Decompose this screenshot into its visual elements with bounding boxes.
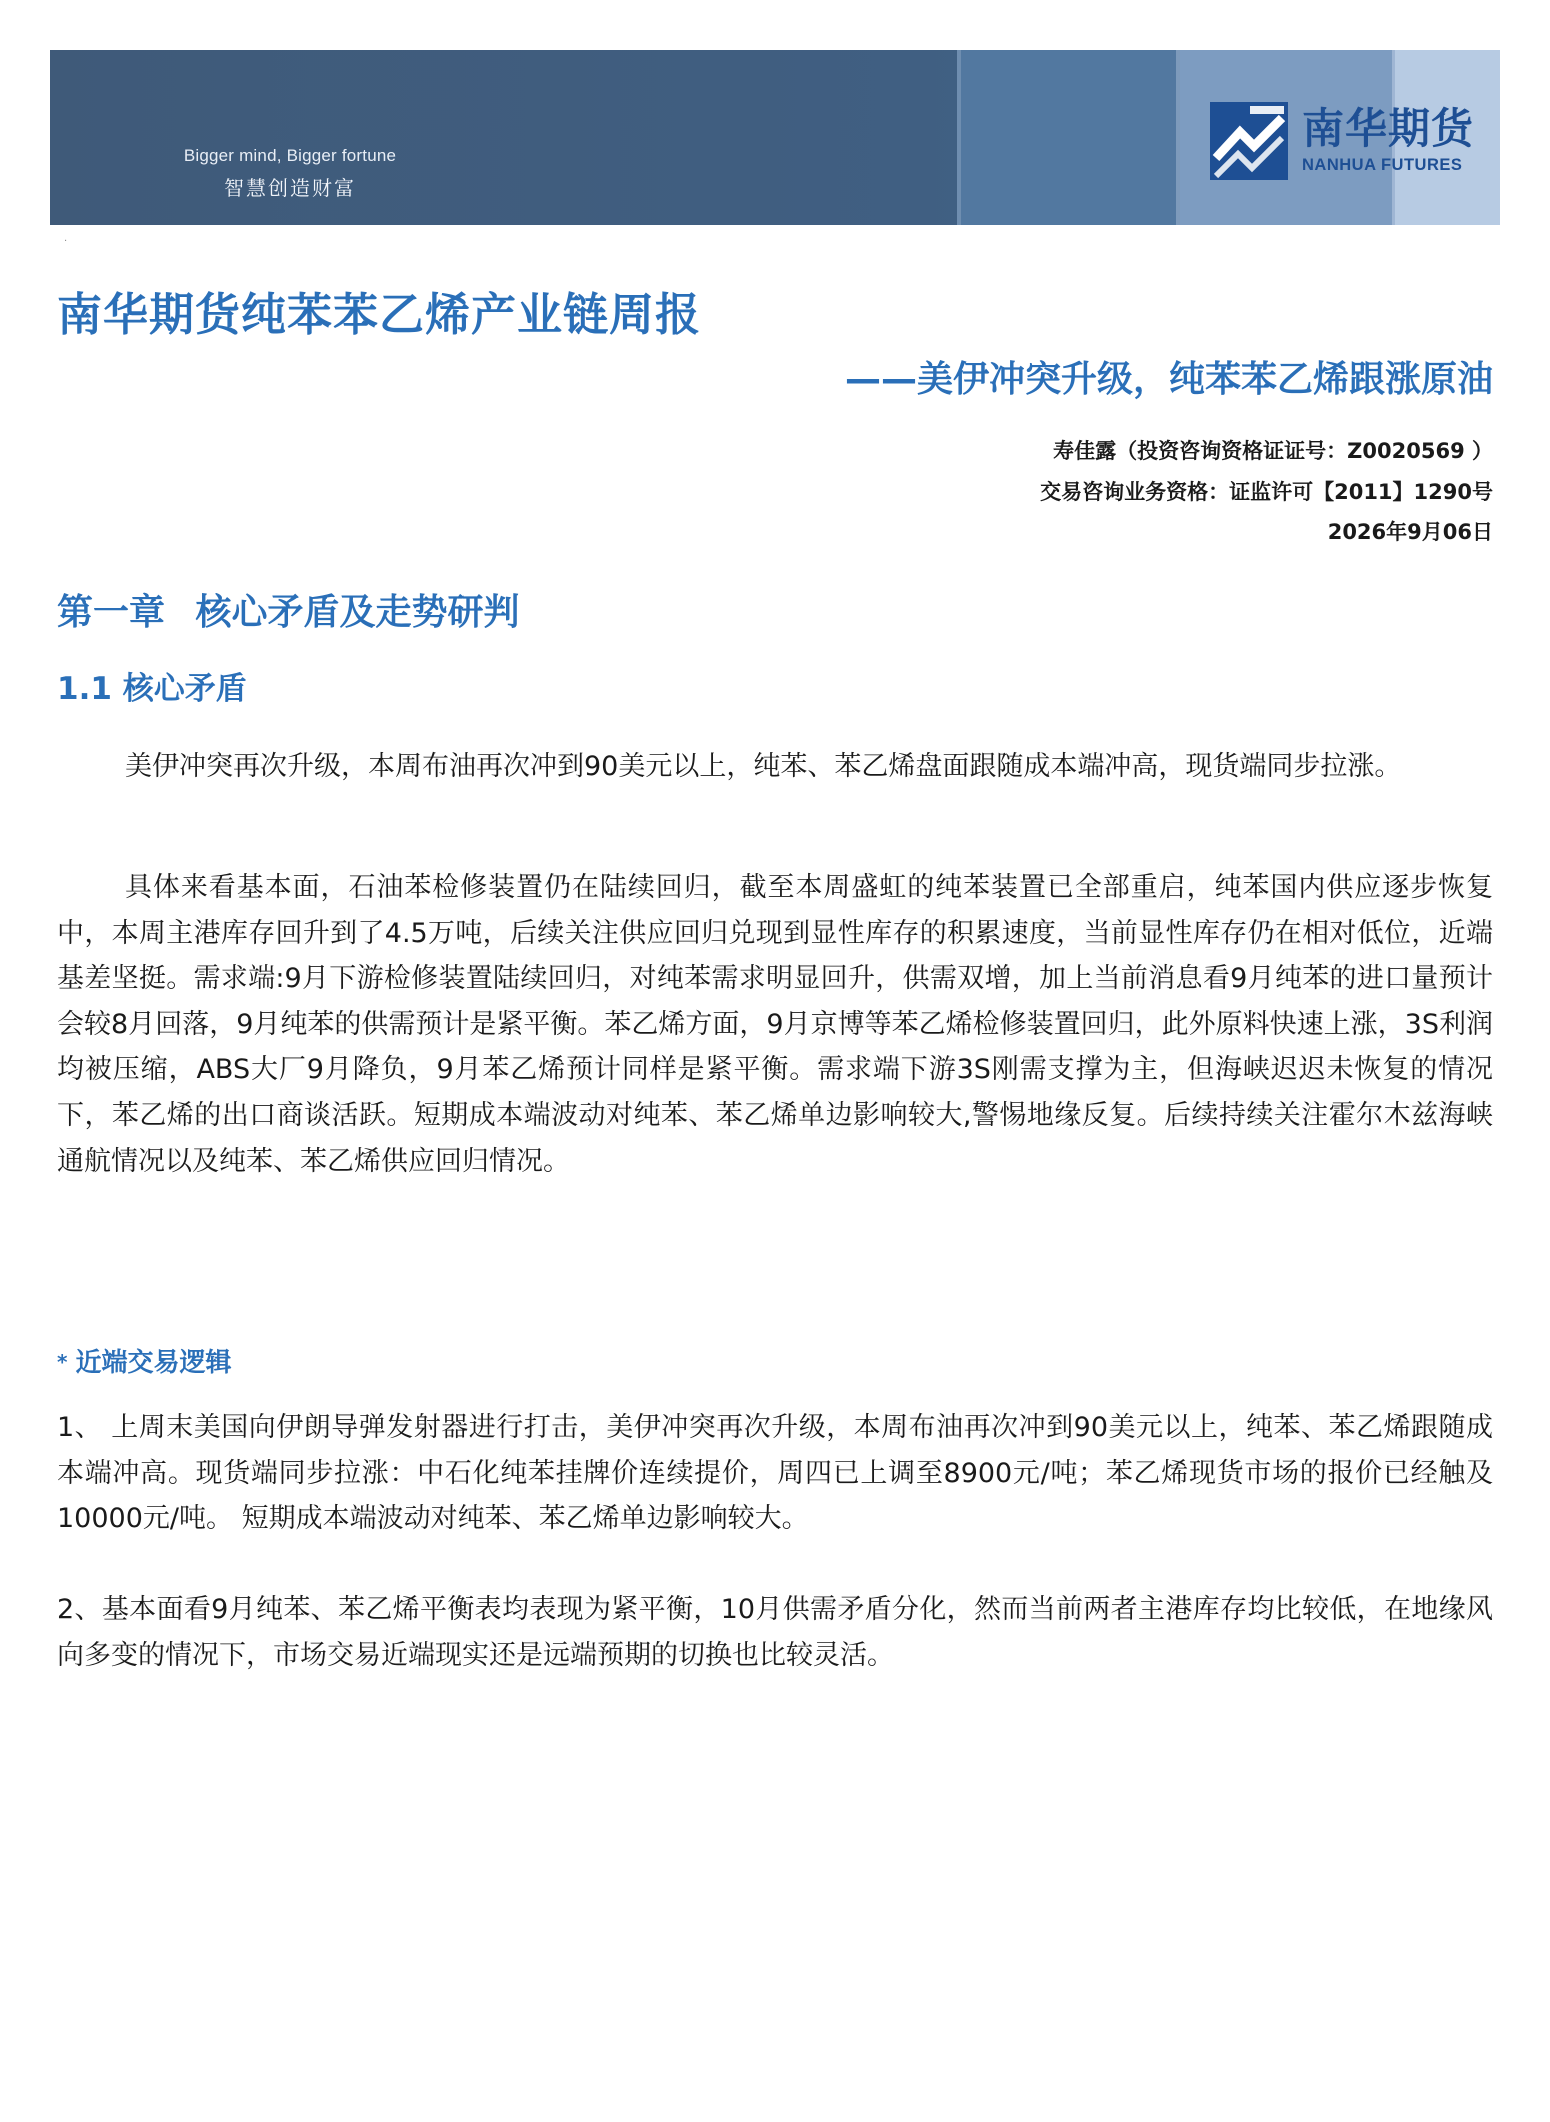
report-title: 南华期货纯苯苯乙烯产业链周报 — [57, 288, 702, 341]
nanhua-logo-icon — [1210, 102, 1288, 180]
author-line: 寿佳露（投资咨询资格证证号：Z0020569 ） — [1053, 439, 1493, 463]
section-heading: 1.1 核心矛盾 — [57, 671, 247, 707]
report-date: 2026年9月06日 — [1327, 520, 1493, 544]
logo-chinese-name: 南华期货 — [1302, 104, 1475, 153]
bullet-icon: * — [57, 1350, 68, 1374]
license-line: 交易咨询业务资格：证监许可【2011】1290号 — [1040, 480, 1493, 504]
trading-logic-heading — [57, 1342, 231, 1379]
small-dot: · — [64, 236, 68, 247]
chapter-heading: 第一章 核心矛盾及走势研判 — [57, 592, 520, 633]
header-banner — [50, 50, 1500, 225]
tagline-english: Bigger mind, Bigger fortune — [183, 146, 397, 165]
trading-logic-item: 2、基本面看9月纯苯、苯乙烯平衡表均表现为紧平衡，10月供需矛盾分化，然而当前两者主港库存均比较低，在地缘风向多变的情况下，市场交易近端现实还是远端预期的切换也比较灵活。 — [57, 1594, 1493, 1671]
trading-logic-item: 1、 上周末美国向伊朗导弹发射器进行打击，美伊冲突再次升级，本周布油再次冲到90美元以上，纯苯、苯乙烯跟随成本端冲高。现货端同步拉涨：中石化纯苯挂牌价连续提价，周四已上调至8900元/吨；苯乙烯现货市场的报价已经触及10000元/吨。 短期成本端波动对纯苯、苯乙烯单边影响较大。 — [57, 1412, 1493, 1535]
banner-stripe — [961, 50, 1176, 225]
report-subtitle: ——美伊冲突升级，纯苯苯乙烯跟涨原油 — [844, 359, 1493, 400]
company-logo — [1210, 102, 1495, 182]
logo-english-name: NANHUA FUTURES — [1302, 156, 1463, 174]
paragraph-core-summary: 美伊冲突再次升级，本周布油再次冲到90美元以上，纯苯、苯乙烯盘面跟随成本端冲高，现货端同步拉涨。 — [125, 751, 1402, 782]
trading-logic-title: 近端交易逻辑 — [75, 1348, 232, 1378]
tagline-chinese: 智慧创造财富 — [224, 176, 356, 200]
paragraph-fundamentals: 具体来看基本面，石油苯检修装置仍在陆续回归，截至本周盛虹的纯苯装置已全部重启，纯苯国内供应逐步恢复中，本周主港库存回升到了4.5万吨，后续关注供应回归兑现到显性库存的积累速度，当前显性库存仍在相对低位，近端基差坚挺。需求端:9月下游检修装置陆续回归，对纯苯需求明显回升，供需双增，加上当前消息看9月纯苯的进口量预计会较8月回落，9月纯苯的供需预计是紧平衡。苯乙烯方面，9月京博等苯乙烯检修装置回归，此外原料快速上涨，3S利润均被压缩，ABS大厂9月降负，9月苯乙烯预计同样是紧平衡。需求端下游3S刚需支撑为主，但海峡迟迟未恢复的情况下，苯乙烯的出口商谈活跃。短期成本端波动对纯苯、苯乙烯单边影响较大,警惕地缘反复。后续持续关注霍尔木兹海峡通航情况以及纯苯、苯乙烯供应回归情况。 — [57, 872, 1493, 1177]
